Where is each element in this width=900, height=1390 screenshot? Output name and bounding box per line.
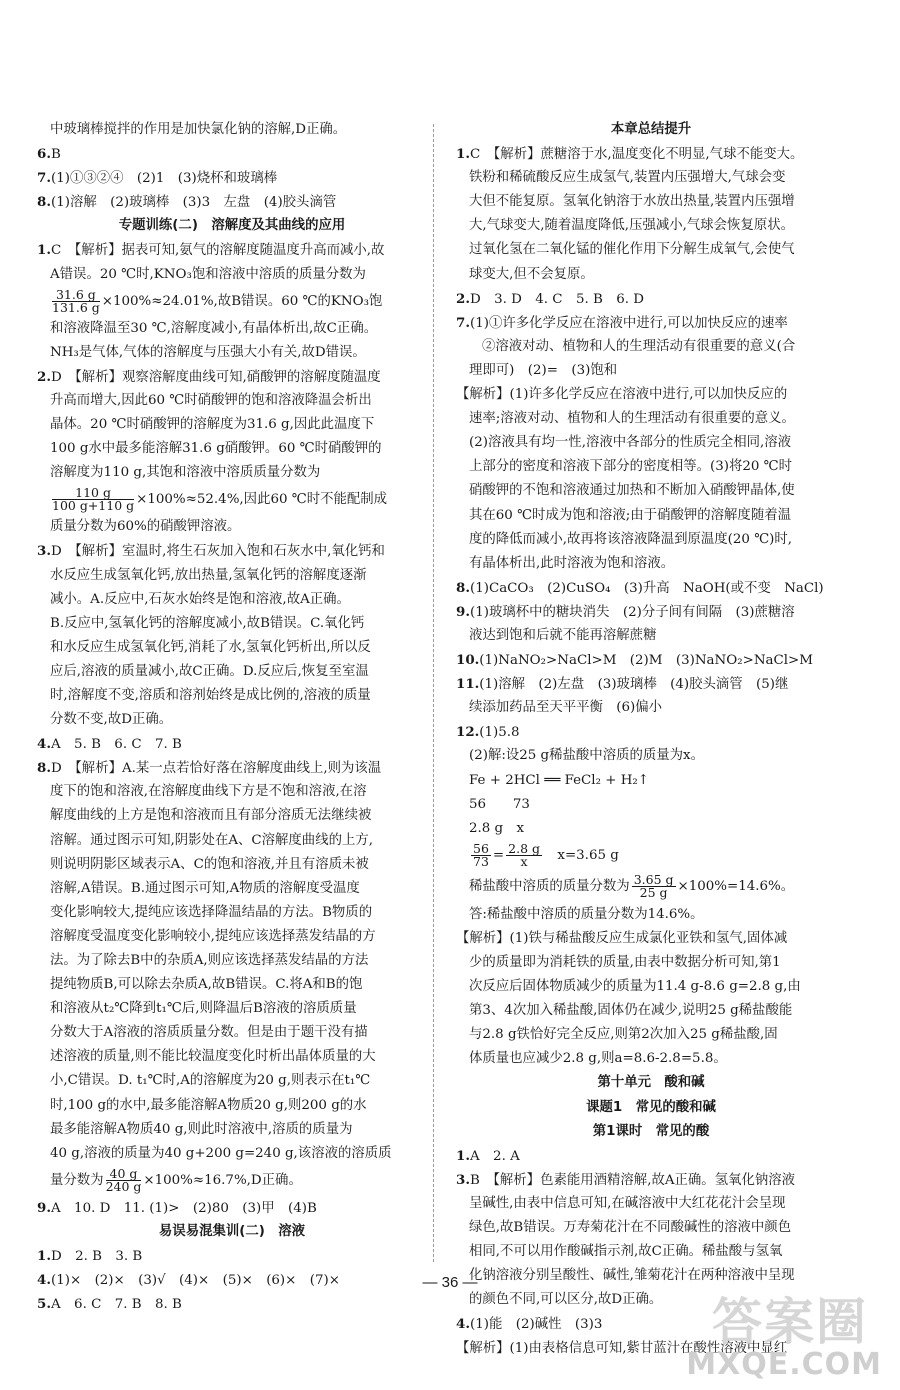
text-line (37, 365, 427, 389)
text-line (37, 1045, 427, 1069)
text-line (456, 190, 846, 214)
line-text: 化钠溶液分别呈酸性、碱性,雏菊花汁在两种溶液中呈现 (469, 1268, 795, 1284)
text-line (37, 166, 427, 190)
text-line (456, 504, 846, 528)
text-line (37, 1118, 427, 1142)
text-line (37, 612, 427, 636)
line-text: 的颜色不同,可以区分,故D正确。 (469, 1292, 663, 1308)
item-number: 8. (456, 579, 470, 596)
text-line (456, 720, 846, 744)
line-text: 有晶体析出,此时溶液为饱和溶液。 (469, 555, 675, 571)
line-text: C 【解析】蔗糖溶于水,温度变化不明显,气球不能变大。 (469, 147, 804, 163)
text-line (456, 1192, 846, 1216)
fraction-numerator: 31.6 g (52, 289, 100, 302)
line-text: 第3、4次加入稀盐酸,固体仍在减少,说明25 g稀盐酸能 (469, 1003, 793, 1019)
text-line (456, 927, 846, 951)
item-number: 8. (37, 760, 51, 777)
line-text: 100 g水中最多能溶解31.6 g硝酸钾。60 ℃时硝酸钾的 (50, 441, 382, 457)
line-text-post: x=3.65 g (544, 847, 619, 863)
text-line (37, 756, 427, 780)
item-number: 3. (456, 1171, 470, 1188)
line-text-post: ×100%≈24.01%,故B错误。60 ℃的KNO₃饱 (101, 293, 383, 309)
text-line (456, 359, 846, 383)
text-line (456, 1023, 846, 1047)
fraction (632, 871, 676, 900)
text-line (37, 539, 427, 563)
fraction-numerator: 110 g (52, 487, 134, 500)
line-text: A错误。20 ℃时,KNO₃饱和溶液中溶质的质量分数为 (50, 266, 366, 282)
line-text: 分数不变,故D正确。 (50, 712, 173, 728)
item-number: 9. (37, 1199, 51, 1216)
fraction (52, 286, 100, 315)
line-text: B 【解析】色素能用酒精溶解,故A正确。氢氧化钠溶液 (469, 1172, 796, 1188)
fraction (471, 840, 491, 869)
text-line (37, 973, 427, 997)
line-text: 体质量也应减少2.8 g,则a=8.6-2.8=5.8。 (469, 1051, 727, 1067)
text-line (456, 769, 846, 793)
text-line (37, 949, 427, 973)
text-line (37, 1094, 427, 1118)
line-text: 速率;溶液对动、植物和人的生理活动有很重要的意义。 (469, 411, 795, 427)
text-line (456, 793, 846, 817)
text-line (37, 660, 427, 684)
line-text: D 3. D 4. C 5. B 6. D (469, 291, 644, 307)
line-text: 2.8 g x (469, 820, 525, 836)
text-line (37, 636, 427, 660)
text-line (37, 413, 427, 437)
line-text: 相同,不可以用作酸碱指示剂,故C正确。稀盐酸与氢氧 (469, 1244, 783, 1260)
item-number: 1. (456, 146, 470, 163)
text-line (37, 708, 427, 732)
section-heading: 第1课时 常见的酸 (592, 1123, 710, 1139)
text-line (456, 142, 846, 166)
line-text: (1)CaCO₃ (2)CuSO₄ (3)升高 NaOH(或不变 NaCl) (469, 580, 824, 596)
text-line (456, 817, 846, 841)
line-text: (1)NaNO₂>NaCl>M (2)M (3)NaNO₂>NaCl>M (479, 653, 813, 669)
item-number: 7. (456, 314, 470, 331)
line-text: A 5. B 6. C 7. B (50, 737, 182, 753)
line-text: 理即可) (2)= (3)饱和 (469, 362, 618, 378)
text-line (456, 479, 846, 503)
section-heading: 课题1 常见的酸和碱 (586, 1099, 716, 1115)
text-line (456, 383, 846, 407)
item-number: 2. (37, 368, 51, 385)
text-line (456, 903, 846, 927)
line-text: NH₃是气体,气体的溶解度与压强大小有关,故D错误。 (50, 344, 366, 360)
text-line (456, 975, 846, 999)
text-line (37, 437, 427, 461)
line-text: 答:稀盐酸中溶质的质量分数为14.6%。 (469, 906, 704, 922)
watermark-main: 答案圈 (712, 1293, 868, 1351)
text-line (456, 1168, 846, 1192)
line-text-post: ×100%≈52.4%,因此60 ℃时不能配制成 (136, 492, 388, 508)
item-number: 7. (37, 170, 51, 187)
text-line (37, 389, 427, 413)
item-number: 4. (37, 1272, 51, 1289)
left-column (37, 118, 427, 1316)
section-heading: 第十单元 酸和碱 (597, 1075, 705, 1091)
text-line (456, 335, 846, 359)
line-text: 中玻璃棒搅拌的作用是加快氯化钠的溶解,D正确。 (50, 122, 347, 137)
line-text: D 2. B 3. B (50, 1249, 143, 1265)
line-text: D 【解析】A.某一点若恰好落在溶解度曲线上,则为该温 (50, 761, 382, 777)
item-number: 12. (456, 724, 480, 741)
text-line (37, 901, 427, 925)
fraction-denominator: 131.6 g (52, 299, 100, 315)
text-line (37, 804, 427, 828)
line-text: 液达到饱和后就不能再溶解蔗糖 (469, 627, 657, 643)
text-line (37, 780, 427, 804)
text-line (37, 1292, 427, 1316)
line-text: 续添加药品至天平平衡 (6)偏小 (469, 700, 663, 716)
text-line (37, 341, 427, 365)
text-line (37, 684, 427, 708)
item-number: 6. (37, 146, 51, 163)
line-text: 其在60 ℃时成为饱和溶液;由于硝酸钾的溶解度随着温 (469, 507, 791, 523)
line-text: B.反应中,氢氧化钙的溶解度减小,故B错误。C.氧化钙 (50, 615, 365, 631)
line-text: 【解析】(1)许多化学反应在溶液中进行,可以加快反应的 (456, 387, 788, 403)
text-line (456, 455, 846, 479)
fraction-numerator: 56 (473, 840, 489, 856)
line-text: 56 73 (469, 796, 530, 812)
text-line (37, 564, 427, 588)
fraction-numerator: 2.8 g (508, 840, 540, 856)
item-number: 1. (37, 1248, 51, 1265)
text-line (456, 552, 846, 576)
fraction-denominator: 100 g+110 g (52, 498, 135, 514)
text-line (456, 696, 846, 720)
line-text: 则说明阴影区域表示A、C的饱和溶液,并且有溶质未被 (50, 856, 369, 872)
item-number: 5. (37, 1296, 51, 1313)
text-line (456, 1047, 846, 1071)
section-heading: 易误易混集训(二) 溶液 (158, 1223, 306, 1239)
line-text: 度的降低而减小,故再将该溶液降温到原温度(20 ℃)时, (469, 531, 793, 547)
text-line (37, 925, 427, 949)
text-line (37, 461, 427, 485)
text-line (37, 142, 427, 166)
line-text-pre: 稀盐酸中溶质的质量分数为 (469, 878, 630, 894)
item-number: 4. (456, 1316, 470, 1333)
line-text: 最多能溶解A物质40 g,则此时溶液中,溶质的质量为 (50, 1121, 353, 1137)
text-line (456, 528, 846, 552)
line-text: A 10. D 11. (1)> (2)80 (3)甲 (4)B (50, 1200, 317, 1216)
line-text: 绿色,故B错误。万寿菊花汁在不同酸碱性的溶液中颜色 (469, 1220, 792, 1236)
section-heading: 本章总结提升 (610, 122, 692, 137)
line-text: 分数大于A溶液的溶质质量分数。但是由于题干没有描 (50, 1025, 368, 1041)
item-number: 1. (456, 1147, 470, 1164)
fraction (52, 487, 134, 512)
line-text: 溶解,A错误。B.通过图示可知,A物质的溶解度受温度 (50, 880, 360, 896)
text-line (456, 871, 846, 903)
text-line (456, 263, 846, 287)
item-number: 8. (37, 194, 51, 211)
line-text: (1)玻璃杯中的糖块消失 (2)分子间有间隔 (3)蔗糖溶 (469, 604, 795, 620)
item-number: 1. (37, 242, 51, 259)
line-text: 变化影响较大,提纯应该选择降温结晶的方法。B物质的 (50, 904, 373, 920)
text-line (37, 877, 427, 901)
text-line (456, 287, 846, 311)
line-text: 和水反应生成氢氧化钙,消耗了水,氢氧化钙析出,所以反 (50, 639, 371, 655)
line-text-post: = (492, 847, 505, 863)
text-line (37, 317, 427, 341)
text-line (456, 431, 846, 455)
line-text: 升高而增大,因此60 ℃时硝酸钾的饱和溶液降温会析出 (50, 392, 372, 408)
line-text: 减小。A.反应中,石灰水始终是饱和溶液,故A正确。 (50, 591, 350, 607)
line-text: C 【解析】据表可知,氨气的溶解度随温度升高而减小,故 (50, 243, 385, 259)
line-text: 质量分数为60%的硝酸钾溶液。 (50, 519, 241, 535)
text-line (37, 515, 427, 539)
line-text: (1)× (2)× (3)√ (4)× (5)× (6)× (7)× (50, 1273, 340, 1289)
line-text: 述溶液的质量,则不能比较温度变化时析出晶体质量的大 (50, 1049, 376, 1065)
line-text: 小,C错误。D. t₁℃时,A的溶解度为20 g,则表示在t₁℃ (50, 1073, 371, 1089)
text-line (37, 853, 427, 877)
line-text: (1)①许多化学反应在溶液中进行,可以加快反应的速率 (469, 315, 788, 331)
text-line (37, 118, 427, 142)
text-line (456, 576, 846, 600)
line-text: 时,100 g的水中,最多能溶解A物质20 g,则200 g的水 (50, 1097, 367, 1113)
line-text: 【解析】(1)由表格信息可知,紫甘蓝汁在酸性溶液中显红 (456, 1340, 788, 1356)
line-text: 过氧化氢在二氧化锰的催化作用下分解生成氧气,会使气 (469, 242, 795, 258)
text-line (456, 648, 846, 672)
line-text: 呈碱性,由表中信息可知,在碱溶液中大红花花汁会呈现 (469, 1195, 786, 1211)
section-heading: 专题训练(二) 溶解度及其曲线的应用 (118, 218, 346, 234)
line-text-pre: 量分数为 (50, 1172, 104, 1188)
text-line (456, 1240, 846, 1264)
item-number: 9. (456, 603, 470, 620)
line-text: (1)①③②④ (2)1 (3)烧杯和玻璃棒 (50, 171, 278, 187)
text-line (456, 951, 846, 975)
column-divider (433, 124, 434, 1262)
text-line (37, 1021, 427, 1045)
text-line (456, 1144, 846, 1168)
line-text: 溶解度为110 g,其饱和溶液中溶质质量分数为 (50, 465, 321, 481)
line-text: 大但不能复原。氢氧化钠溶于水放出热量,装置内压强增 (469, 194, 795, 210)
fraction-numerator: 40 g (106, 1168, 142, 1181)
text-line (37, 1196, 427, 1220)
fraction-denominator: 73 (473, 853, 489, 869)
line-text: (1)5.8 (479, 725, 520, 741)
text-line (37, 238, 427, 262)
line-text: 水反应生成氢氧化钙,放出热量,氢氧化钙的溶解度逐渐 (50, 567, 367, 583)
item-number: 11. (456, 676, 480, 693)
text-line (37, 287, 427, 317)
text-line (456, 214, 846, 238)
line-text: 时,溶解度不变,溶质和溶剂始终是成比例的,溶液的质量 (50, 687, 371, 703)
fraction-denominator: x (520, 853, 528, 869)
line-text: D 【解析】观察溶解度曲线可知,硝酸钾的溶解度随温度 (50, 369, 381, 385)
fraction-denominator: 25 g (639, 884, 668, 900)
text-line (456, 624, 846, 648)
line-text: Fe + 2HCl ══ FeCl₂ + H₂↑ (469, 772, 649, 788)
item-number: 10. (456, 652, 480, 669)
line-text: 度下的饱和溶液,在溶解度曲线下方是不饱和溶液,在溶 (50, 784, 367, 800)
item-number: 4. (37, 736, 51, 753)
line-text-post: ×100%≈16.7%,D正确。 (143, 1172, 302, 1188)
text-line (37, 190, 427, 214)
text-line (37, 732, 427, 756)
line-text: 硝酸钾的不饱和溶液通过加热和不断加入硝酸钾晶体,使 (469, 483, 795, 499)
line-text: (2)解:设25 g稀盐酸中溶质的质量为x。 (469, 748, 704, 764)
line-text: 和溶液从t₂℃降到t₁℃后,则降温后B溶液的溶质质量 (50, 1001, 357, 1017)
line-text: 大,气球变大,随着温度降低,压强减小,气球会恢复原状。 (469, 218, 795, 234)
text-line (37, 1244, 427, 1268)
text-line (37, 1142, 427, 1166)
text-line (37, 485, 427, 515)
line-text: 应后,溶液的质量减小,故C正确。D.反应后,恢复至室温 (50, 663, 369, 679)
line-text: 和溶液降温至30 ℃,溶解度减小,有晶体析出,故C正确。 (50, 320, 378, 336)
line-text: 【解析】(1)铁与稀盐酸反应生成氯化亚铁和氢气,固体减 (456, 930, 788, 946)
line-text: 提纯物质B,可以除去杂质A,故B错误。C.将A和B的饱 (50, 977, 363, 993)
line-text: (1)能 (2)碱性 (3)3 (469, 1317, 603, 1333)
fraction (506, 840, 542, 869)
text-line (456, 407, 846, 431)
line-text: ②溶液对动、植物和人的生理活动有很重要的意义(合 (482, 338, 796, 354)
line-text: 次反应后固体物质减少的质量为11.4 g-8.6 g=2.8 g,由 (469, 979, 801, 995)
text-line (37, 263, 427, 287)
text-line (456, 311, 846, 335)
item-number: 2. (456, 290, 470, 307)
line-text: 球变大,但不会复原。 (469, 266, 594, 282)
line-text: 溶解。通过图示可知,阴影处在A、C溶解度曲线的上方, (50, 832, 374, 848)
line-text: 溶解度受温度变化影响较小,提纯应该选择蒸发结晶的方 (50, 928, 376, 944)
line-text-post: ×100%=14.6%。 (677, 878, 795, 894)
line-text: 解度曲线的上方是饱和溶液而且有部分溶质无法继续被 (50, 808, 372, 824)
fraction-numerator: 3.65 g (633, 871, 674, 887)
fraction (105, 1165, 142, 1194)
line-text: B (50, 147, 61, 163)
text-line (456, 999, 846, 1023)
text-line (456, 166, 846, 190)
line-text: 与2.8 g铁恰好完全反应,则第2次加入25 g稀盐酸,固 (469, 1027, 778, 1043)
line-text: 少的质量即为消耗铁的质量,由表中数据分析可知,第1 (469, 955, 781, 970)
text-line (37, 1166, 427, 1196)
line-text: 法。为了除去B中的杂质A,则应该选择蒸发结晶的方法 (50, 953, 369, 968)
line-text: 40 g,溶液的质量为40 g+200 g=240 g,该溶液的溶质质 (50, 1145, 392, 1161)
text-line (456, 600, 846, 624)
text-line (37, 829, 427, 853)
line-text: 晶体。20 ℃时硝酸钾的溶解度为31.6 g,因此此温度下 (50, 417, 375, 433)
right-column (456, 118, 846, 1361)
line-text: (1)溶解 (2)玻璃棒 (3)3 左盘 (4)胶头滴管 (50, 195, 337, 211)
line-text: A 6. C 7. B 8. B (50, 1297, 182, 1313)
fraction-denominator: 240 g (105, 1178, 142, 1194)
text-line (456, 841, 846, 871)
text-line (456, 1216, 846, 1240)
text-line (37, 997, 427, 1021)
line-text: 铁粉和稀硫酸反应生成氢气,装置内压强增大,气球会变 (469, 170, 786, 186)
text-line (37, 1069, 427, 1093)
line-text: 上部分的密度和溶液下部分的密度相等。(3)将20 ℃时 (469, 459, 793, 475)
text-line (456, 672, 846, 696)
line-text: A 2. A (469, 1148, 520, 1164)
watermark-logo (686, 1276, 892, 1386)
line-text: (2)溶液具有均一性,溶液中各部分的性质完全相同,溶液 (469, 435, 792, 451)
text-line (37, 588, 427, 612)
text-line (456, 744, 846, 768)
text-line (456, 238, 846, 262)
page-number: — 36 — (422, 1274, 478, 1291)
line-text: (1)溶解 (2)左盘 (3)玻璃棒 (4)胶头滴管 (5)继 (479, 677, 789, 693)
line-text: D 【解析】室温时,将生石灰加入饱和石灰水中,氧化钙和 (50, 544, 385, 560)
watermark-sub: MXQE.COM (686, 1347, 882, 1382)
item-number: 3. (37, 543, 51, 560)
